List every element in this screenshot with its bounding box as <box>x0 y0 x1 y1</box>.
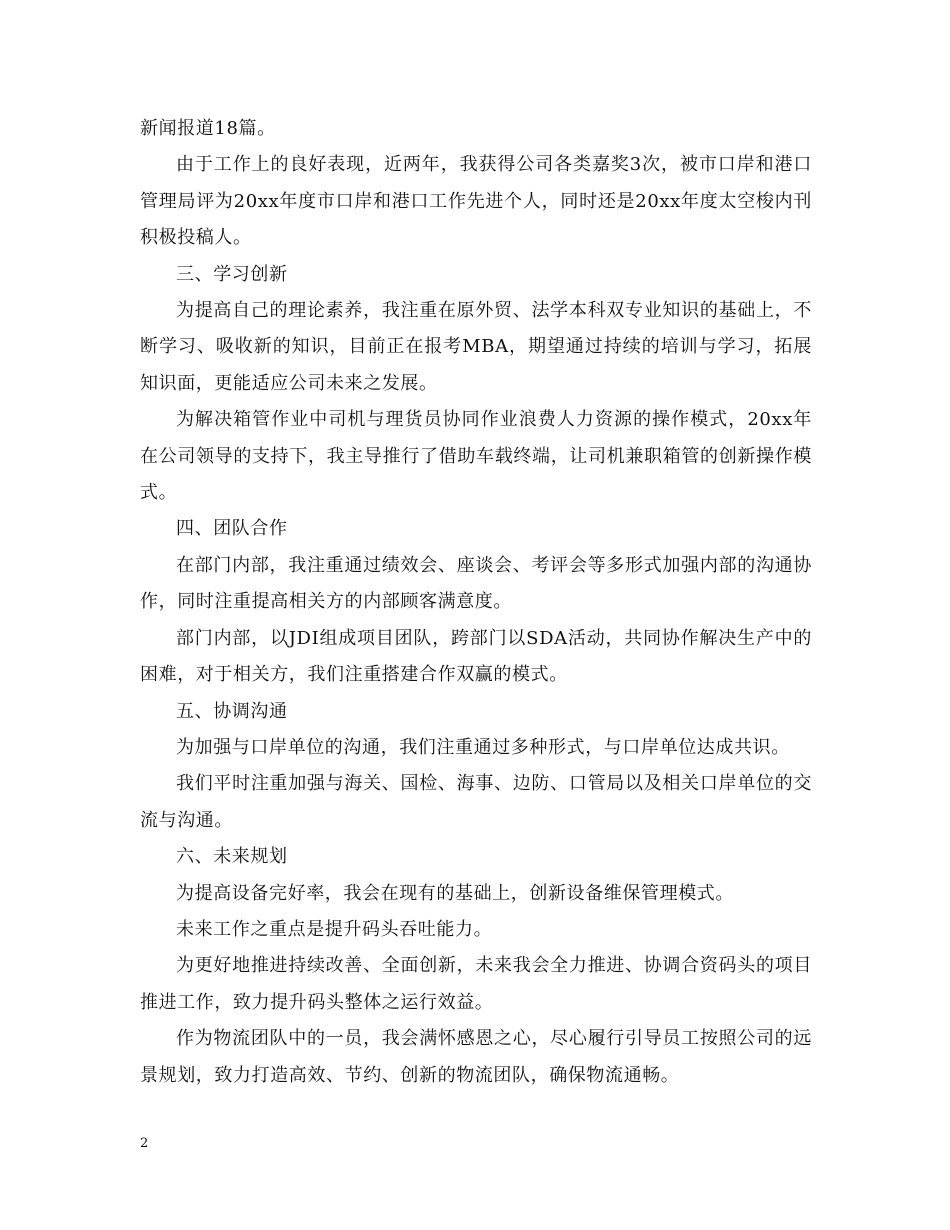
paragraph-logistics-team: 作为物流团队中的一员，我会满怀感恩之心，尽心履行引导员工按照公司的远景规划，致力打造高效、节约、创新的物流团队，确保物流通畅。 <box>140 1028 812 1086</box>
section-heading-future-plan: 六、未来规划 <box>176 846 288 868</box>
section-heading-teamwork: 四、团队合作 <box>176 518 288 540</box>
paragraph-awards: 由于工作上的良好表现，近两年，我获得公司各类嘉奖3次，被市口岸和港口管理局评为20xx年度市口岸和港口工作先进个人，同时还是20xx年度太空梭内刊积极投稿人。 <box>140 154 812 249</box>
section-heading-learning-innovation: 三、学习创新 <box>176 263 288 285</box>
paragraph-port-consensus: 为加强与口岸单位的沟通，我们注重通过多种形式，与口岸单位达成共识。 <box>176 736 790 758</box>
paragraph-equipment: 为提高设备完好率，我会在现有的基础上，创新设备维保管理模式。 <box>176 882 734 904</box>
paragraph-port-exchange: 我们平时注重加强与海关、国检、海事、边防、口管局以及相关口岸单位的交流与沟通。 <box>140 773 812 831</box>
paragraph-continuation: 新闻报道18篇。 <box>140 118 276 139</box>
paragraph-improvement: 为更好地推进持续改善、全面创新，未来我会全力推进、协调合资码头的项目推进工作，致力提升码头整体之运行效益。 <box>140 955 812 1013</box>
paragraph-project-team: 部门内部，以JDI组成项目团队，跨部门以SDA活动，共同协作解决生产中的困难，对于相关方，我们注重搭建合作双赢的模式。 <box>140 627 812 686</box>
document-body <box>140 111 812 1094</box>
paragraph-box-management: 为解决箱管作业中司机与理货员协同作业浪费人力资源的操作模式，20xx年在公司领导的支持下，我主导推行了借助车载终端，让司机兼职箱管的创新操作模式。 <box>140 409 812 504</box>
paragraph-throughput: 未来工作之重点是提升码头吞吐能力。 <box>176 918 493 940</box>
page-number: 2 <box>140 1136 149 1151</box>
paragraph-internal-communication: 在部门内部，我注重通过绩效会、座谈会、考评会等多形式加强内部的沟通协作，同时注重提高相关方的内部顾客满意度。 <box>140 554 812 613</box>
paragraph-study: 为提高自己的理论素养，我注重在原外贸、法学本科双专业知识的基础上，不断学习、吸收新的知识，目前正在报考MBA，期望通过持续的培训与学习，拓展知识面，更能适应公司未来之发展。 <box>140 300 812 394</box>
section-heading-coordination: 五、协调沟通 <box>176 700 288 722</box>
